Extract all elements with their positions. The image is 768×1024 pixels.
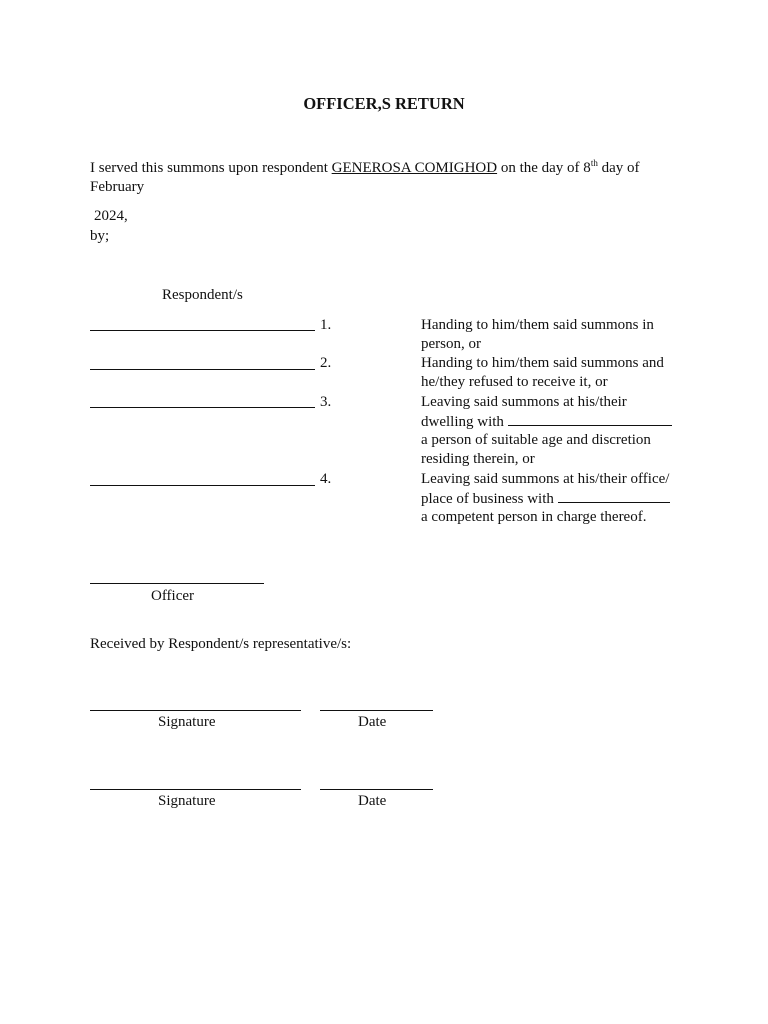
option-3-line-1: Leaving said summons at his/their [421, 394, 627, 410]
date-label-1: Date [358, 714, 387, 730]
option-1-line-2: person, or [421, 336, 481, 352]
signature-label-2: Signature [158, 793, 216, 809]
option-1-number: 1. [320, 317, 332, 333]
received-by-label: Received by Respondent/s representative/s: [90, 636, 352, 652]
respondent-name: GENEROSA COMIGHOD [331, 160, 498, 176]
option-2-line-1: Handing to him/them said summons and [421, 355, 664, 371]
option-4-line-2 [421, 489, 670, 509]
option-4-line-1: Leaving said summons at his/their office/ [421, 471, 670, 487]
option-2-signature-line [90, 369, 315, 370]
respondent-label: Respondent/s [162, 287, 243, 303]
option-4-signature-line [90, 485, 315, 486]
signature-line-2 [90, 789, 301, 790]
option-3-dwelling-label: dwelling with [421, 414, 504, 430]
option-3-line-2 [421, 412, 672, 432]
option-4-line-3: a competent person in charge thereof. [421, 509, 647, 525]
day-suffix: th [590, 158, 598, 168]
officer-label: Officer [151, 588, 195, 604]
document-title: OFFICER,S RETURN [303, 94, 465, 113]
date-line-1 [320, 710, 433, 711]
option-3-number: 3. [320, 394, 332, 410]
place-of-business-blank [558, 489, 670, 503]
option-3-line-3: a person of suitable age and discretion [421, 432, 651, 448]
option-1-line-1: Handing to him/them said summons in [421, 317, 654, 333]
intro-year: 2024, [94, 208, 128, 224]
intro-suffix: day of [597, 160, 640, 176]
intro-month: February [90, 179, 145, 195]
option-3-line-4: residing therein, or [421, 451, 535, 467]
intro-by: by; [90, 228, 110, 244]
date-label-2: Date [358, 793, 387, 809]
option-3-signature-line [90, 407, 315, 408]
officer-signature-line [90, 583, 264, 584]
option-1-signature-line [90, 330, 315, 331]
option-2-number: 2. [320, 355, 332, 371]
option-2-line-2: he/they refused to receive it, or [421, 374, 608, 390]
intro-prefix: I served this summons upon respondent [90, 160, 332, 176]
dwelling-with-blank [508, 412, 672, 426]
intro-line-1 [90, 159, 639, 178]
option-4-business-label: place of business with [421, 491, 554, 507]
date-line-2 [320, 789, 433, 790]
option-4-number: 4. [320, 471, 332, 487]
intro-middle: on the day of 8 [497, 160, 591, 176]
signature-label-1: Signature [158, 714, 216, 730]
signature-line-1 [90, 710, 301, 711]
